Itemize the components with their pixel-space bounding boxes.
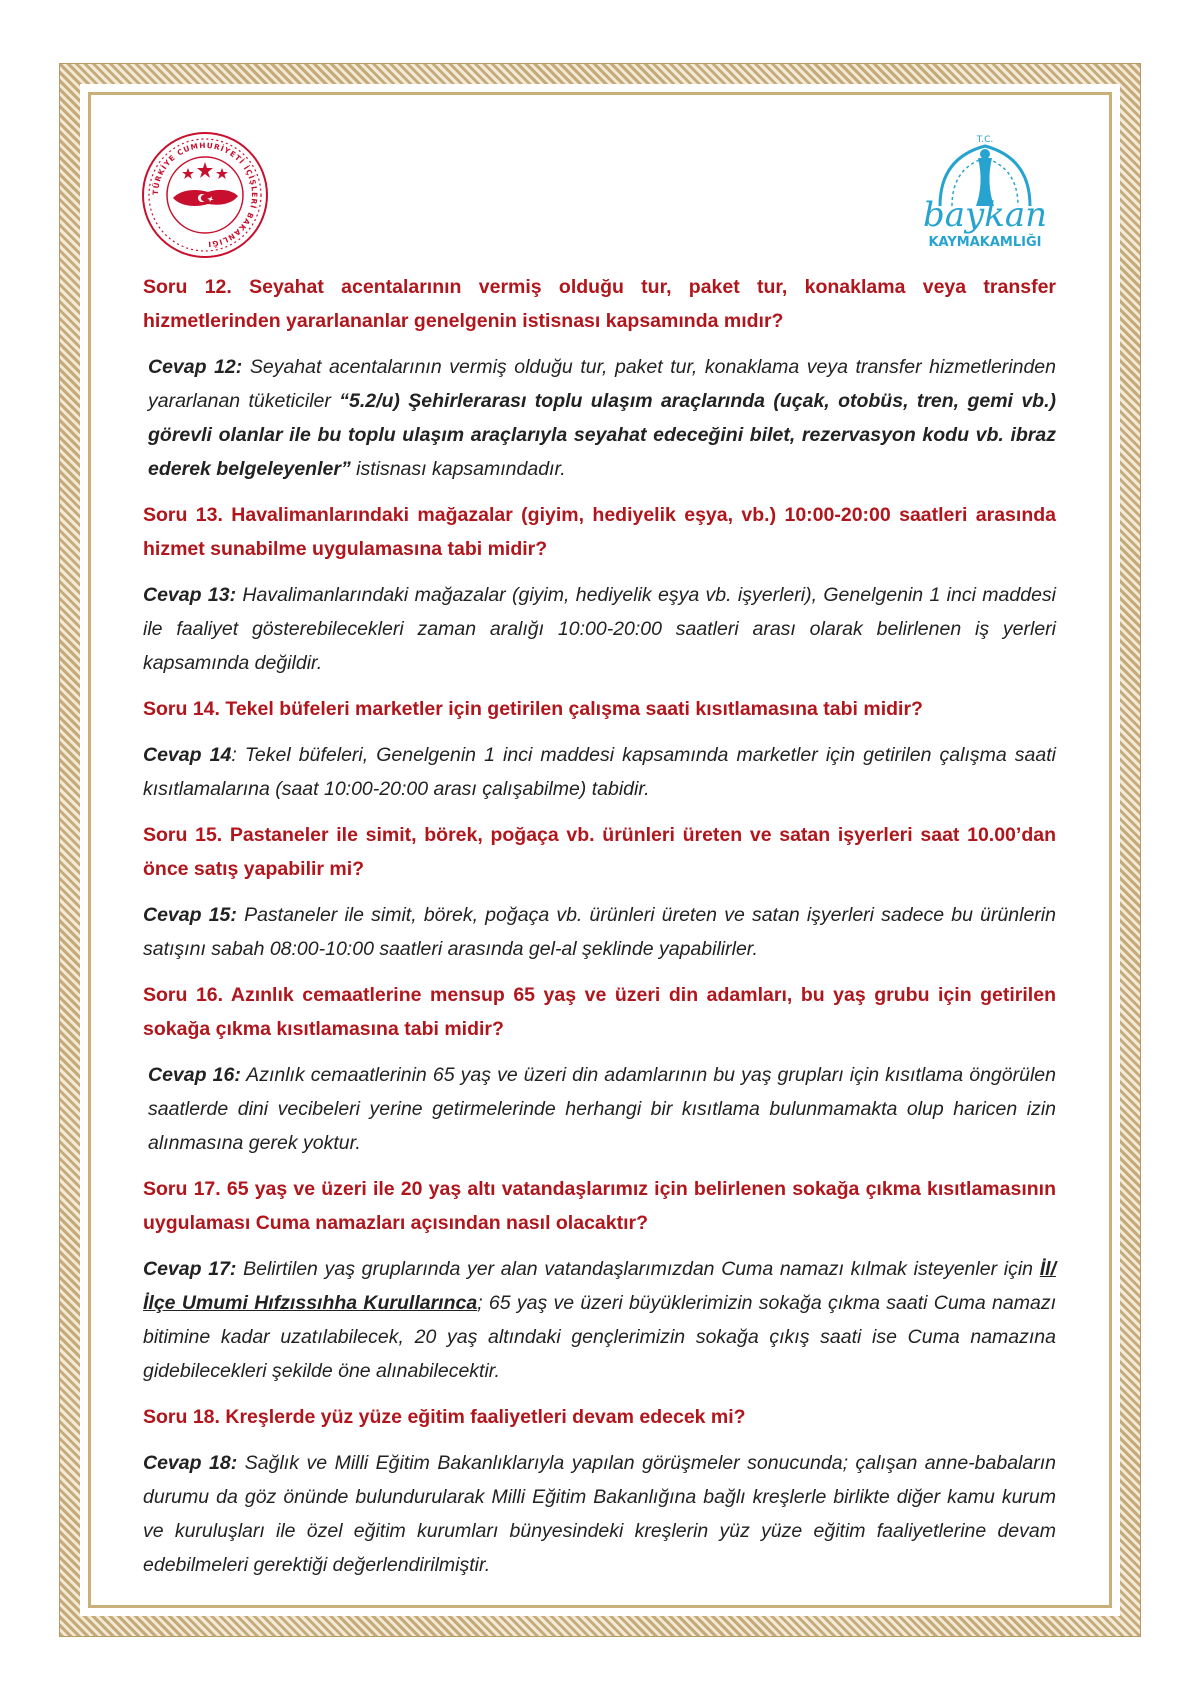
answer-17: Cevap 17: Belirtilen yaş gruplarında yer alan vatandaşlarımızdan Cuma namazı kılmak isteyenler için İl/İlçe Umumi Hıfzıssıhha Kurullarınca; 65 yaş ve üzeri büyüklerimizin sokağa çıkma saati Cuma namazı bitimine kadar uzatılabilecek, 20 yaş altındaki gençlerimizin sokağa çıkış saati ise Cuma namazına gidebilecekleri şekilde öne alınabilecektir. [143,1258,1056,1382]
svg-text:TÜRKİYE CUMHURİYETİ İÇİŞLERİ B: TÜRKİYE CUMHURİYETİ İÇİŞLERİ BAKANLIĞI [150,140,260,249]
svg-text:T.C.: T.C. [976,135,994,145]
answer-16: Cevap 16: Azınlık cemaatlerinin 65 yaş ve üzeri din adamlarının bu yaş grupları için kısıtlama öngörülen saatlerde dini vecibeleri yerine getirmelerinde herhangi bir kısıtlama bulunmamakta olup haricen izin alınmasına gerek yoktur. [148,1064,1056,1154]
qa-content [143,270,1056,1594]
question-15: Soru 15. Pastaneler ile simit, börek, poğaça vb. ürünleri üreten ve satan işyerleri saat 10.00’dan önce satış yapabilir mi? [143,824,1056,880]
svg-text:KAYMAKAMLIĞI: KAYMAKAMLIĞI [928,235,1042,250]
question-13: Soru 13. Havalimanlarındaki mağazalar (giyim, hediyelik eşya, vb.) 10:00-20:00 saatleri arasında hizmet sunabilme uygulamasına tabi midir? [143,504,1056,560]
answer-18: Cevap 18: Sağlık ve Milli Eğitim Bakanlıklarıyla yapılan görüşmeler sonucunda; çalışan anne-babaların durumu da göz önünde bulundurularak Milli Eğitim Bakanlığına bağlı kreşlerle birlikte diğer kamu kurum ve kuruluşları ile özel eğitim kurumları bünyesindeki kreşlerin yüz yüze eğitim faaliyetlerine devam edebilmeleri gerektiği değerlendirilmiştir. [143,1452,1056,1576]
question-14: Soru 14. Tekel büfeleri marketler için getirilen çalışma saati kısıtlamasına tabi midir? [143,698,923,720]
svg-text:baykan: baykan [922,195,1048,235]
answer-14: Cevap 14: Tekel büfeleri, Genelgenin 1 inci maddesi kapsamında marketler için getirilen çalışma saati kısıtlamalarına (saat 10:00-20:00 arası çalışabilme) tabidir. [143,744,1056,800]
answer-12: Cevap 12: Seyahat acentalarının vermiş olduğu tur, paket tur, konaklama veya transfer hizmetlerinden yararlanan tüketiciler “5.2/u) Şehirlerarası toplu ulaşım araçlarında (uçak, otobüs, tren, gemi vb.) görevli olanlar ile bu toplu ulaşım araçlarıyla seyahat edeceğini bilet, rezervasyon kodu vb. ibraz ederek belgeleyenler” istisnası kapsamındadır. [148,356,1057,480]
ministry-seal-logo [140,130,270,260]
question-16: Soru 16. Azınlık cemaatlerine mensup 65 yaş ve üzeri din adamları, bu yaş grubu için getirilen sokağa çıkma kısıtlamasına tabi midir? [143,984,1056,1040]
question-17: Soru 17. 65 yaş ve üzeri ile 20 yaş altı vatandaşlarımız için belirlenen sokağa çıkma kısıtlamasının uygulaması Cuma namazları açısından nasıl olacaktır? [143,1178,1056,1234]
answer-15: Cevap 15: Pastaneler ile simit, börek, poğaça vb. ürünleri üreten ve satan işyerleri sadece bu ürünlerin satışını sabah 08:00-10:00 saatleri arasında gel-al şeklinde yapabilirler. [143,904,1056,960]
question-12: Soru 12. Seyahat acentalarının vermiş olduğu tur, paket tur, konaklama veya transfer hizmetlerinden yararlananlar genelgenin istisnası kapsamında mıdır? [143,276,1056,332]
baykan-kaymakamligi-logo [910,128,1060,258]
question-18: Soru 18. Kreşlerde yüz yüze eğitim faaliyetleri devam edecek mi? [143,1406,746,1428]
answer-13: Cevap 13: Havalimanlarındaki mağazalar (giyim, hediyelik eşya vb. işyerleri), Genelgenin 1 inci maddesi ile faaliyet gösterebilecekleri zaman aralığı 10:00-20:00 saatleri arası olarak belirlenen iş yerleri kapsamında değildir. [143,584,1056,674]
